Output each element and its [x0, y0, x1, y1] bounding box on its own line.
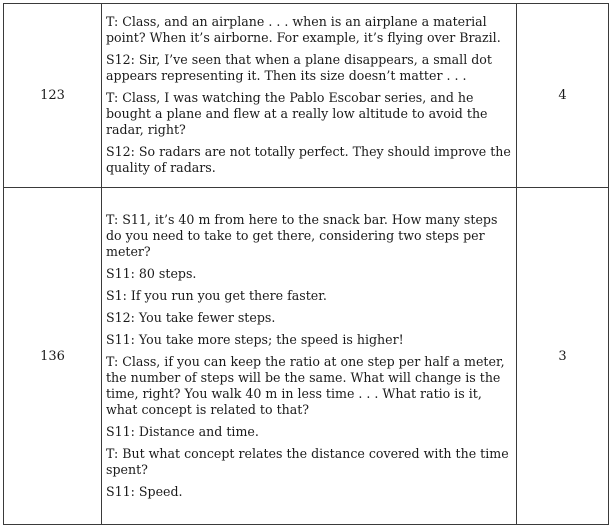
table-row — [4, 188, 609, 525]
score-cell: 3 — [517, 188, 609, 525]
utterance: S11: Distance and time. — [106, 423, 259, 439]
utterance: T: S11, it’s 40 m from here to the snack bar. How many steps do you need to take to get there, considering two steps per meter? — [106, 211, 498, 259]
episode-id-cell: 136 — [4, 188, 102, 525]
utterance: T: Class, and an airplane . . . when is an airplane a material point? When it’s airborne. For example, it’s flying over Brazil. — [106, 14, 501, 45]
table-row — [4, 4, 609, 188]
dialogue-cell — [102, 188, 517, 525]
utterance: T: Class, if you can keep the ratio at one step per half a meter, the number of steps will be the same. What will change is the time, right? You walk 40 m in less time . . . What ratio is it, what concept is related to that? — [106, 353, 505, 417]
utterance: S12: You take fewer steps. — [106, 309, 276, 325]
utterance: T: But what concept relates the distance covered with the time spent? — [106, 445, 509, 477]
utterance: S12: So radars are not totally perfect. They should improve the quality of radars. — [106, 144, 511, 175]
utterance: S11: You take more steps; the speed is higher! — [106, 331, 404, 347]
dialogue-cell — [102, 4, 517, 188]
utterance: S11: Speed. — [106, 483, 183, 499]
utterance: S1: If you run you get there faster. — [106, 287, 327, 303]
episode-id-cell: 123 — [4, 4, 102, 188]
utterance: S11: 80 steps. — [106, 265, 197, 281]
utterance: T: Class, I was watching the Pablo Escobar series, and he bought a plane and flew at a really low altitude to avoid the radar, right? — [106, 90, 488, 137]
score-cell: 4 — [517, 4, 609, 188]
utterance: S12: Sir, I’ve seen that when a plane disappears, a small dot appears representing it. Then its size doesn’t matter . . . — [106, 52, 492, 83]
transcript-table — [3, 3, 609, 525]
